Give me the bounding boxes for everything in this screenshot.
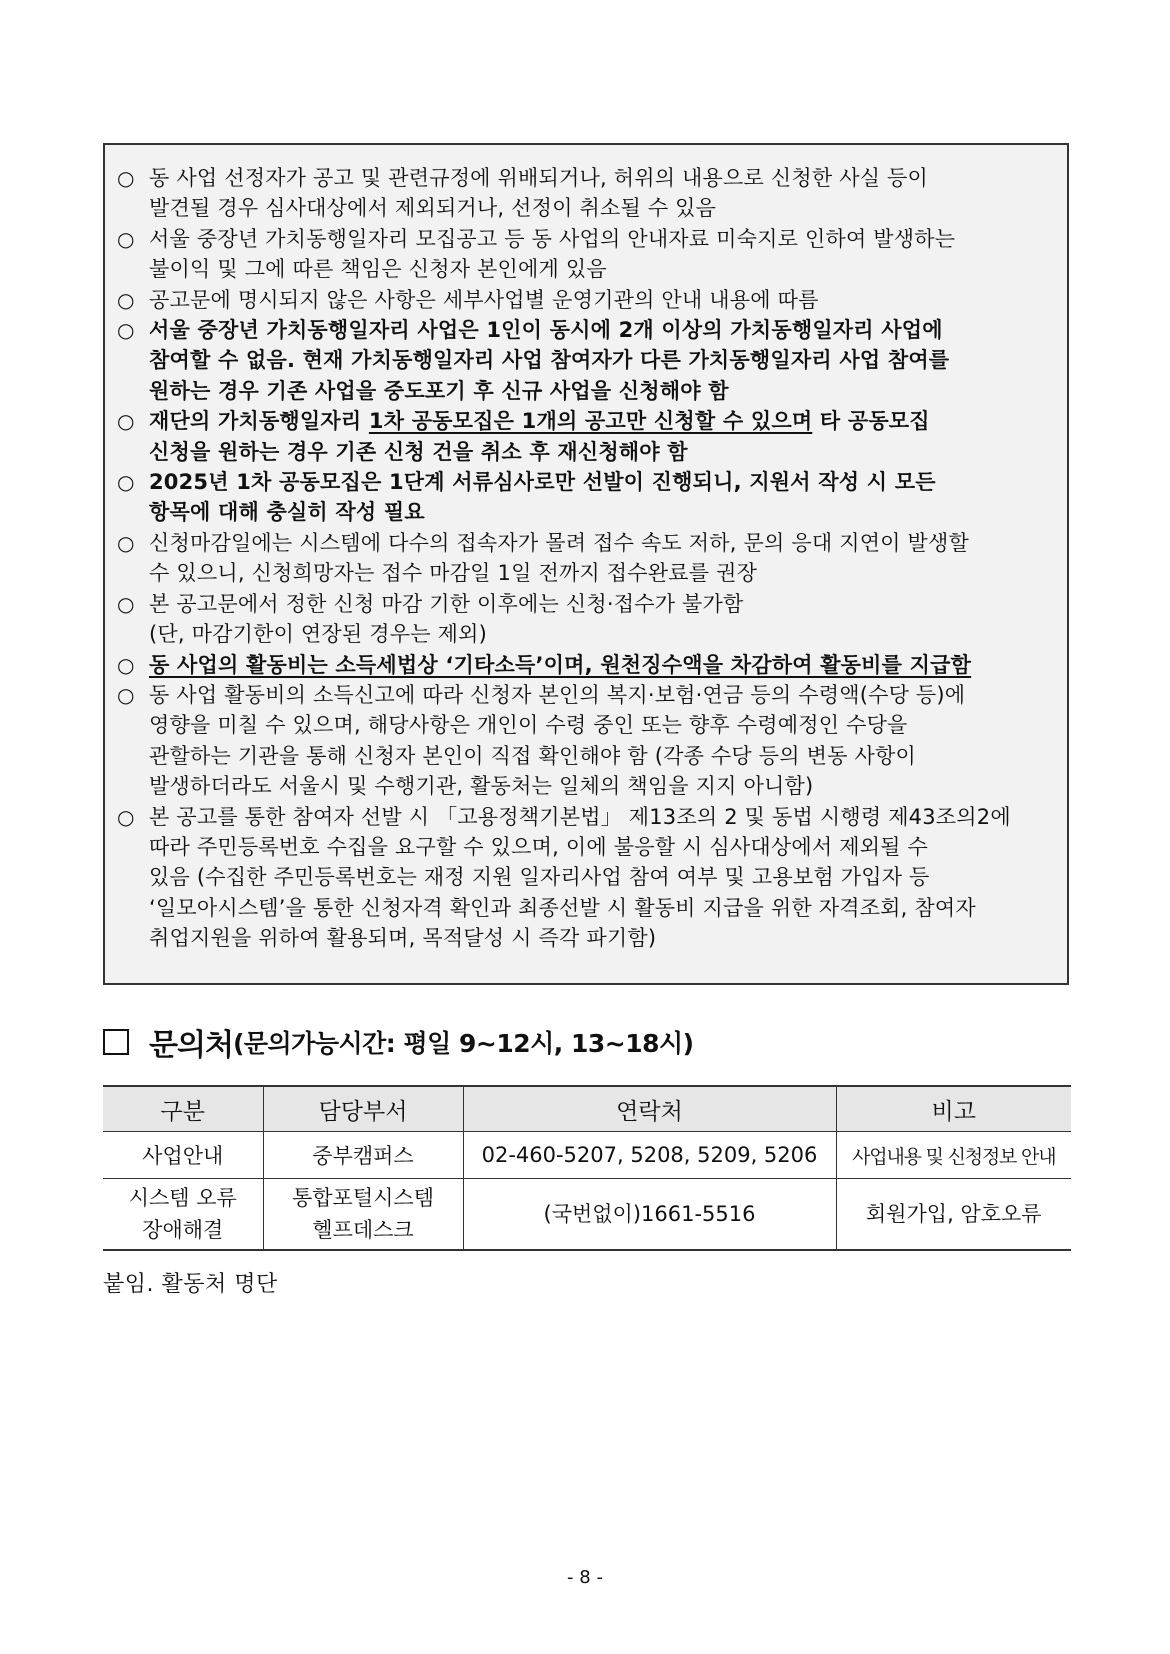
notice-line: 있음 (수집한 주민등록번호는 재정 지원 일자리사업 참여 여부 및 고용보험 가입자 등 (149, 865, 930, 890)
notice-line: 서울 중장년 가치동행일자리 모집공고 등 동 사업의 안내자료 미숙지로 인하여 발생하는 (149, 226, 956, 251)
notice-line: 동 사업 활동비의 소득신고에 따라 신청자 본인의 복지·보험·연금 등의 수령액(수당 등)에 (149, 682, 966, 707)
circle-bullet-icon: ○ (117, 166, 135, 190)
notice-line: 신청을 원하는 경우 기존 신청 건을 취소 후 재신청해야 함 (149, 439, 688, 464)
notice-line: 항목에 대해 충실히 작성 필요 (149, 500, 425, 525)
notice-item-5 (117, 406, 1055, 467)
circle-bullet-icon: ○ (117, 318, 135, 343)
dept-line: 통합포털시스템 (291, 1186, 434, 1210)
page-number: - 8 - (567, 1567, 603, 1588)
circle-bullet-icon: ○ (117, 591, 135, 616)
notice-item-11 (117, 802, 1055, 954)
circle-bullet-icon: ○ (117, 226, 135, 251)
note-cell: 사업내용 및 신청정보 안내 (836, 1132, 1071, 1179)
circle-bullet-icon: ○ (117, 682, 135, 707)
column-header: 담당부서 (263, 1086, 463, 1132)
notice-item-6 (117, 467, 1055, 528)
dept-cell (263, 1179, 463, 1251)
notice-item-2 (117, 224, 1055, 285)
notice-line (149, 406, 1055, 436)
notice-line: 관할하는 기관을 통해 신청자 본인이 직접 확인해야 함 (각종 수당 등의 변동 사항이 (149, 743, 916, 768)
circle-bullet-icon: ○ (117, 652, 135, 677)
phone-cell: (국번없이)1661-5516 (463, 1179, 836, 1251)
column-header: 구분 (103, 1086, 263, 1132)
circle-bullet-icon: ○ (117, 287, 135, 312)
notice-line: 신청마감일에는 시스템에 다수의 접속자가 몰려 접수 속도 저하, 문의 응대 지연이 발생할 (149, 530, 969, 555)
notice-text: 재단의 가치동행일자리 (149, 409, 369, 434)
notice-item-4 (117, 315, 1055, 406)
notice-line: 참여할 수 없음. 현재 가치동행일자리 사업 참여자가 다른 가치동행일자리 사업 참여를 (149, 348, 950, 373)
notice-line: 2025년 1차 공동모집은 1단계 서류심사로만 선발이 진행되니, 지원서 작성 시 모든 (149, 470, 936, 495)
category-cell (103, 1179, 263, 1251)
circle-bullet-icon: ○ (117, 804, 135, 829)
notice-line: 따라 주민등록번호 수집을 요구할 수 있으며, 이에 불응할 시 심사대상에서 제외될 수 (149, 834, 929, 859)
notice-line: 본 공고를 통한 참여자 선발 시 「고용정책기본법」 제13조의 2 및 동법 시행령 제43조의2에 (149, 804, 1011, 829)
notice-line: (단, 마감기한이 연장된 경우는 제외) (149, 622, 487, 647)
category-line: 장애해결 (142, 1218, 224, 1242)
table-row (103, 1179, 1071, 1251)
notice-box (103, 143, 1069, 985)
table-header-row (103, 1086, 1071, 1132)
notice-line: 원하는 경우 기존 사업을 중도포기 후 신규 사업을 신청해야 함 (149, 378, 729, 403)
notice-item-10 (117, 680, 1055, 802)
notice-item-1 (117, 163, 1055, 224)
column-header: 연락처 (463, 1086, 836, 1132)
category-line: 시스템 오류 (128, 1186, 237, 1210)
notice-line: 발생하더라도 서울시 및 수행기관, 활동처는 일체의 책임을 지지 아니함) (149, 774, 814, 799)
notice-line: 동 사업 선정자가 공고 및 관련규정에 위배되거나, 허위의 내용으로 신청한 사실 등이 (149, 166, 929, 190)
notice-line: 서울 중장년 가치동행일자리 사업은 1인이 동시에 2개 이상의 가치동행일자리 사업에 (149, 318, 943, 343)
attachment-note: 붙임. 활동처 명단 (103, 1272, 278, 1297)
notice-item-7 (117, 528, 1055, 589)
circle-bullet-icon: ○ (117, 409, 135, 434)
underlined-text: 1차 공동모집은 1개의 공고만 신청할 수 있으며 (368, 409, 813, 434)
notice-line: 발견될 경우 심사대상에서 제외되거나, 선정이 취소될 수 있음 (149, 196, 717, 221)
note-cell: 회원가입, 암호오류 (836, 1179, 1071, 1251)
underlined-notice-line: 동 사업의 활동비는 소득세법상 ‘기타소득’이며, 원천징수액을 차감하여 활동비를 지급함 (149, 652, 972, 677)
notice-line: ‘일모아시스템’을 통한 신청자격 확인과 최종선발 시 활동비 지급을 위한 자격조회, 참여자 (149, 895, 976, 920)
notice-item-9 (117, 650, 1055, 680)
notice-item-8 (117, 589, 1055, 650)
circle-bullet-icon: ○ (117, 530, 135, 555)
column-header: 비고 (836, 1086, 1071, 1132)
notice-line: 취업지원을 위하여 활용되며, 목적달성 시 즉각 파기함) (149, 926, 657, 951)
category-cell: 사업안내 (103, 1132, 263, 1179)
inquiry-hours: (문의가능시간: 평일 9~12시, 13~18시) (232, 1029, 694, 1058)
notice-line: 공고문에 명시되지 않은 사항은 세부사업별 운영기관의 안내 내용에 따름 (149, 287, 819, 312)
notice-text: 타 공동모집 (812, 409, 930, 434)
phone-cell: 02-460-5207, 5208, 5209, 5206 (463, 1132, 836, 1179)
circle-bullet-icon: ○ (117, 470, 135, 495)
notice-item-3 (117, 285, 1055, 315)
square-bullet-icon (103, 1029, 129, 1055)
contact-table (103, 1085, 1071, 1251)
inquiry-title: 문의처 (149, 1028, 233, 1063)
notice-line: 불이익 및 그에 따른 책임은 신청자 본인에게 있음 (149, 257, 607, 282)
dept-cell: 중부캠퍼스 (263, 1132, 463, 1179)
inquiry-heading (103, 1020, 694, 1064)
notice-line: 본 공고문에서 정한 신청 마감 기한 이후에는 신청·접수가 불가함 (149, 591, 744, 616)
notice-line: 수 있으니, 신청희망자는 접수 마감일 1일 전까지 접수완료를 권장 (149, 561, 758, 586)
notice-line: 영향을 미칠 수 있으며, 해당사항은 개인이 수령 중인 또는 향후 수령예정인 수당을 (149, 713, 908, 738)
table-row (103, 1132, 1071, 1179)
dept-line: 헬프데스크 (312, 1218, 414, 1242)
